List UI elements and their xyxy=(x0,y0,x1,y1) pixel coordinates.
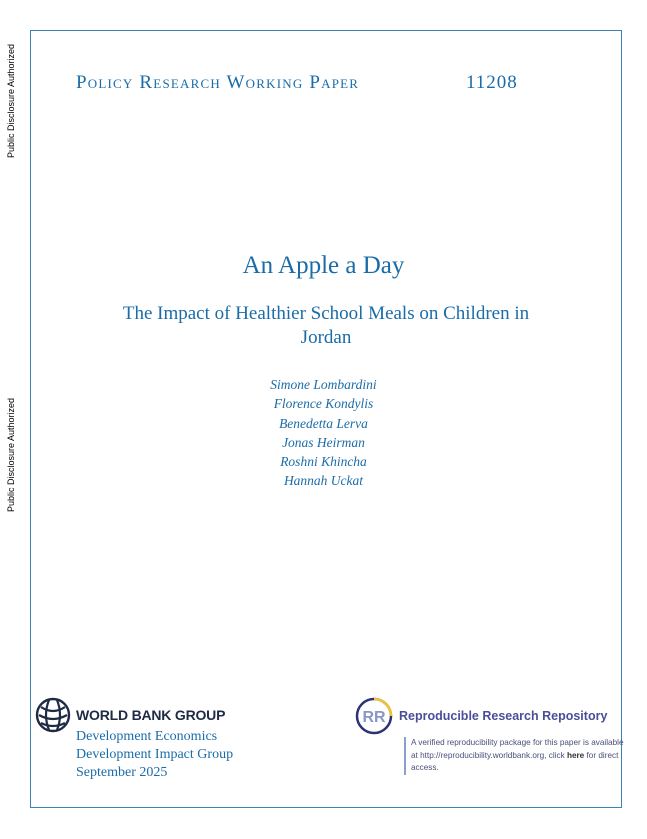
rrr-icon xyxy=(355,697,393,735)
series-title: Policy Research Working Paper xyxy=(76,72,360,93)
rrr-logo xyxy=(355,697,607,735)
repository-name: Reproducible Research Repository xyxy=(399,709,608,723)
author: Jonas Heirman xyxy=(282,434,365,450)
paper-number: 11208 xyxy=(466,72,518,93)
author: Simone Lombardini xyxy=(270,377,377,392)
paper-title: An Apple a Day xyxy=(242,252,405,279)
publication-date: September 2025 xyxy=(76,765,168,780)
author: Hannah Uckat xyxy=(283,473,364,489)
svg-text:RR: RR xyxy=(362,709,386,726)
world-bank-info xyxy=(76,728,233,782)
world-bank-name: WORLD BANK GROUP xyxy=(76,707,226,723)
author: Roshni Khincha xyxy=(280,454,367,470)
paper-subtitle: The Impact of Healthier School Meals on Children in Jordan xyxy=(122,303,530,348)
here-link[interactable]: here xyxy=(566,750,585,760)
author-list xyxy=(0,375,647,491)
author: Benedetta Lerva xyxy=(279,415,368,431)
author: Florence Kondylis xyxy=(273,396,374,412)
group: Development Impact Group xyxy=(76,747,234,762)
reproducibility-note: A verified reproducibility package for this paper is available at http://reproducibility.worldbank.org, click here for direct access. xyxy=(404,737,625,775)
department: Development Economics xyxy=(76,729,218,744)
globe-icon xyxy=(35,697,71,733)
